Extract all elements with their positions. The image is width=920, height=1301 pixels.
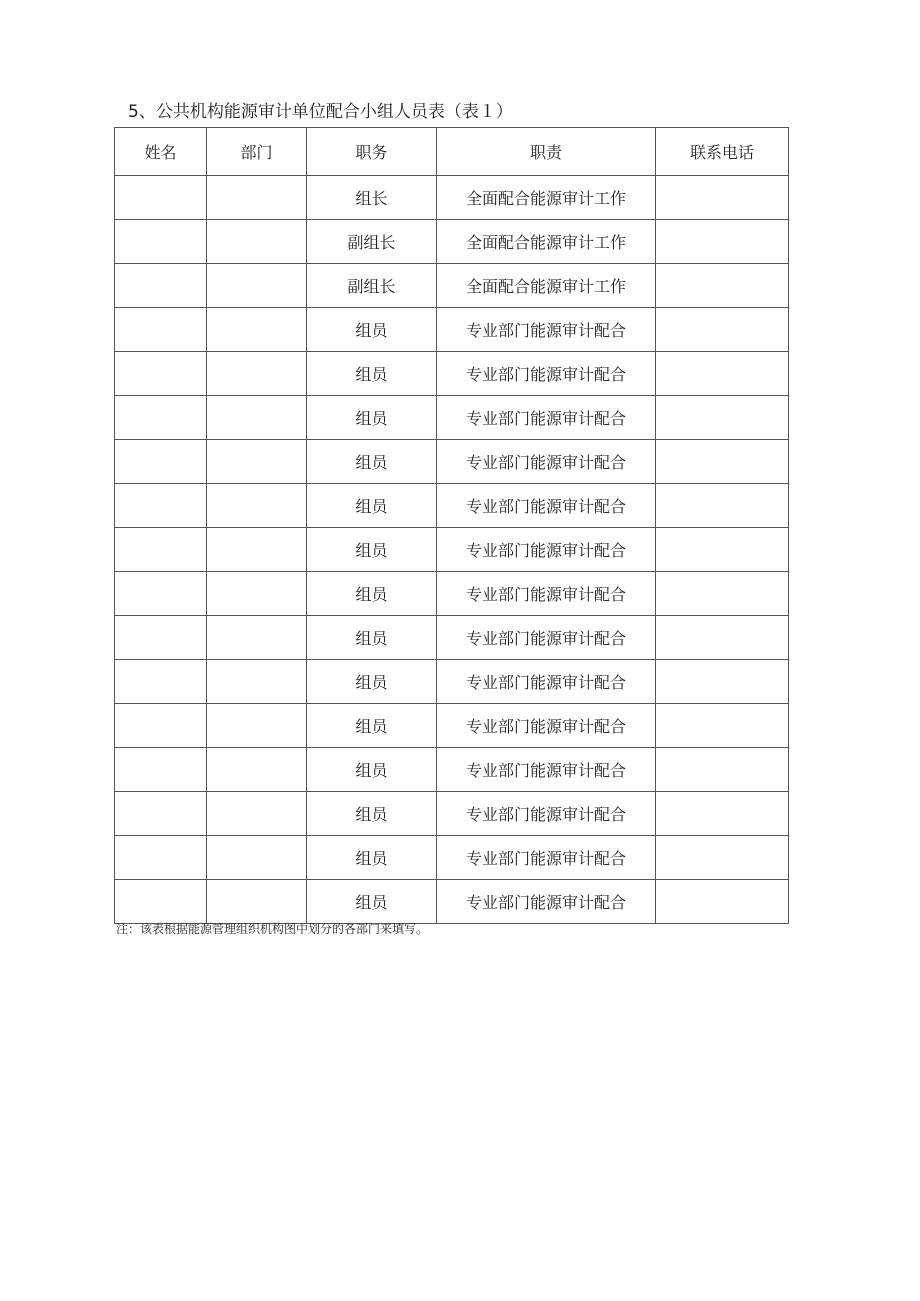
position-cell: 组员 [307, 748, 437, 792]
table-header-row [115, 128, 789, 176]
name-cell [115, 792, 207, 836]
position-cell: 组员 [307, 572, 437, 616]
position-cell: 组长 [307, 176, 437, 220]
department-cell [207, 836, 307, 880]
duty-cell: 专业部门能源审计配合 [437, 484, 656, 528]
position-cell: 组员 [307, 792, 437, 836]
table-row [115, 352, 789, 396]
position-cell: 组员 [307, 308, 437, 352]
name-cell [115, 264, 207, 308]
department-cell [207, 880, 307, 924]
duty-cell: 专业部门能源审计配合 [437, 880, 656, 924]
phone-cell [656, 616, 789, 660]
table-footnote: 注：该表根据能源管理组织机构图中划分的各部门来填写。 [116, 922, 429, 936]
name-cell [115, 176, 207, 220]
position-cell: 组员 [307, 352, 437, 396]
table-row [115, 792, 789, 836]
name-cell [115, 616, 207, 660]
duty-cell: 全面配合能源审计工作 [437, 220, 656, 264]
table-body [115, 176, 789, 924]
phone-cell [656, 704, 789, 748]
phone-cell [656, 660, 789, 704]
table-row [115, 528, 789, 572]
name-cell [115, 704, 207, 748]
position-cell: 组员 [307, 836, 437, 880]
duty-cell: 专业部门能源审计配合 [437, 792, 656, 836]
duty-cell: 专业部门能源审计配合 [437, 352, 656, 396]
table-row [115, 308, 789, 352]
name-cell [115, 352, 207, 396]
phone-cell [656, 880, 789, 924]
department-cell [207, 484, 307, 528]
column-header-position: 职务 [307, 128, 437, 176]
column-header-phone: 联系电话 [656, 128, 789, 176]
table-row [115, 880, 789, 924]
department-cell [207, 528, 307, 572]
phone-cell [656, 484, 789, 528]
duty-cell: 全面配合能源审计工作 [437, 176, 656, 220]
department-cell [207, 660, 307, 704]
duty-cell: 专业部门能源审计配合 [437, 572, 656, 616]
table-row [115, 748, 789, 792]
table-row [115, 440, 789, 484]
table-row [115, 616, 789, 660]
phone-cell [656, 264, 789, 308]
table-row [115, 704, 789, 748]
table-row [115, 572, 789, 616]
duty-cell: 专业部门能源审计配合 [437, 396, 656, 440]
phone-cell [656, 396, 789, 440]
table-row [115, 264, 789, 308]
position-cell: 组员 [307, 660, 437, 704]
duty-cell: 专业部门能源审计配合 [437, 308, 656, 352]
duty-cell: 专业部门能源审计配合 [437, 616, 656, 660]
table-row [115, 484, 789, 528]
name-cell [115, 528, 207, 572]
name-cell [115, 308, 207, 352]
position-cell: 组员 [307, 704, 437, 748]
duty-cell: 专业部门能源审计配合 [437, 440, 656, 484]
position-cell: 组员 [307, 528, 437, 572]
duty-cell: 专业部门能源审计配合 [437, 528, 656, 572]
position-cell: 组员 [307, 440, 437, 484]
department-cell [207, 748, 307, 792]
phone-cell [656, 308, 789, 352]
name-cell [115, 440, 207, 484]
duty-cell: 专业部门能源审计配合 [437, 704, 656, 748]
table-row [115, 836, 789, 880]
phone-cell [656, 836, 789, 880]
column-header-name: 姓名 [115, 128, 207, 176]
position-cell: 副组长 [307, 264, 437, 308]
column-header-duty: 职责 [437, 128, 656, 176]
table-row [115, 176, 789, 220]
name-cell [115, 880, 207, 924]
table-row [115, 396, 789, 440]
position-cell: 组员 [307, 484, 437, 528]
department-cell [207, 176, 307, 220]
name-cell [115, 836, 207, 880]
phone-cell [656, 220, 789, 264]
table-row [115, 220, 789, 264]
department-cell [207, 440, 307, 484]
phone-cell [656, 176, 789, 220]
audit-team-table [114, 127, 789, 924]
department-cell [207, 308, 307, 352]
phone-cell [656, 572, 789, 616]
department-cell [207, 704, 307, 748]
position-cell: 组员 [307, 396, 437, 440]
name-cell [115, 572, 207, 616]
phone-cell [656, 748, 789, 792]
department-cell [207, 792, 307, 836]
department-cell [207, 572, 307, 616]
duty-cell: 专业部门能源审计配合 [437, 748, 656, 792]
department-cell [207, 396, 307, 440]
name-cell [115, 220, 207, 264]
phone-cell [656, 792, 789, 836]
duty-cell: 专业部门能源审计配合 [437, 660, 656, 704]
department-cell [207, 264, 307, 308]
department-cell [207, 220, 307, 264]
position-cell: 组员 [307, 880, 437, 924]
table-row [115, 660, 789, 704]
phone-cell [656, 528, 789, 572]
phone-cell [656, 352, 789, 396]
name-cell [115, 660, 207, 704]
duty-cell: 全面配合能源审计工作 [437, 264, 656, 308]
duty-cell: 专业部门能源审计配合 [437, 836, 656, 880]
department-cell [207, 352, 307, 396]
name-cell [115, 484, 207, 528]
name-cell [115, 396, 207, 440]
phone-cell [656, 440, 789, 484]
position-cell: 副组长 [307, 220, 437, 264]
name-cell [115, 748, 207, 792]
department-cell [207, 616, 307, 660]
table-title: 5、公共机构能源审计单位配合小组人员表（表１） [128, 102, 513, 122]
position-cell: 组员 [307, 616, 437, 660]
column-header-department: 部门 [207, 128, 307, 176]
